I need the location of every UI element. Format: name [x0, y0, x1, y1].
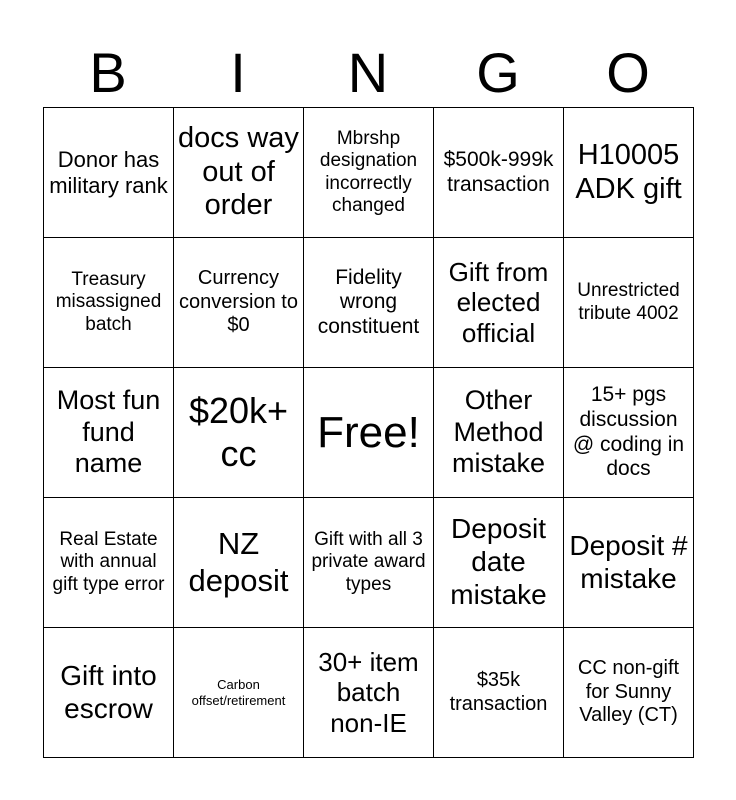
bingo-cell[interactable]: Carbon offset/retirement — [174, 628, 304, 758]
bingo-cell[interactable]: Donor has military rank — [44, 108, 174, 238]
header-letter-o: O — [606, 41, 650, 104]
board-row — [44, 238, 694, 368]
bingo-cell[interactable]: $500k-999k transaction — [434, 108, 564, 238]
free-space-cell[interactable]: Free! — [304, 368, 434, 498]
board-row — [44, 498, 694, 628]
bingo-cell[interactable]: docs way out of order — [174, 108, 304, 238]
header-letter-g: G — [476, 41, 520, 104]
bingo-board — [43, 107, 694, 758]
bingo-header — [43, 40, 693, 106]
bingo-cell[interactable]: Treasury misassigned batch — [44, 238, 174, 368]
board-row — [44, 368, 694, 498]
bingo-cell[interactable]: Gift with all 3 private award types — [304, 498, 434, 628]
bingo-cell[interactable]: 15+ pgs discussion @ coding in docs — [564, 368, 694, 498]
bingo-cell[interactable]: Unrestricted tribute 4002 — [564, 238, 694, 368]
bingo-cell[interactable]: 30+ item batch non-IE — [304, 628, 434, 758]
bingo-cell[interactable]: Real Estate with annual gift type error — [44, 498, 174, 628]
board-row — [44, 628, 694, 758]
bingo-cell[interactable]: NZ deposit — [174, 498, 304, 628]
bingo-cell[interactable]: H10005 ADK gift — [564, 108, 694, 238]
bingo-cell[interactable]: Other Method mistake — [434, 368, 564, 498]
bingo-cell[interactable]: $35k transaction — [434, 628, 564, 758]
header-letter-i: I — [230, 41, 246, 104]
bingo-cell[interactable]: CC non-gift for Sunny Valley (CT) — [564, 628, 694, 758]
bingo-cell[interactable]: Currency conversion to $0 — [174, 238, 304, 368]
bingo-cell[interactable]: Gift from elected official — [434, 238, 564, 368]
bingo-cell[interactable]: Gift into escrow — [44, 628, 174, 758]
bingo-cell[interactable]: Deposit # mistake — [564, 498, 694, 628]
header-letter-n: N — [347, 41, 389, 104]
board-row — [44, 108, 694, 238]
bingo-cell[interactable]: Most fun fund name — [44, 368, 174, 498]
bingo-cell[interactable]: Mbrshp designation incorrectly changed — [304, 108, 434, 238]
bingo-cell[interactable]: Deposit date mistake — [434, 498, 564, 628]
header-letter-b: B — [89, 41, 127, 104]
bingo-cell[interactable]: Fidelity wrong constituent — [304, 238, 434, 368]
bingo-cell[interactable]: $20k+ cc — [174, 368, 304, 498]
